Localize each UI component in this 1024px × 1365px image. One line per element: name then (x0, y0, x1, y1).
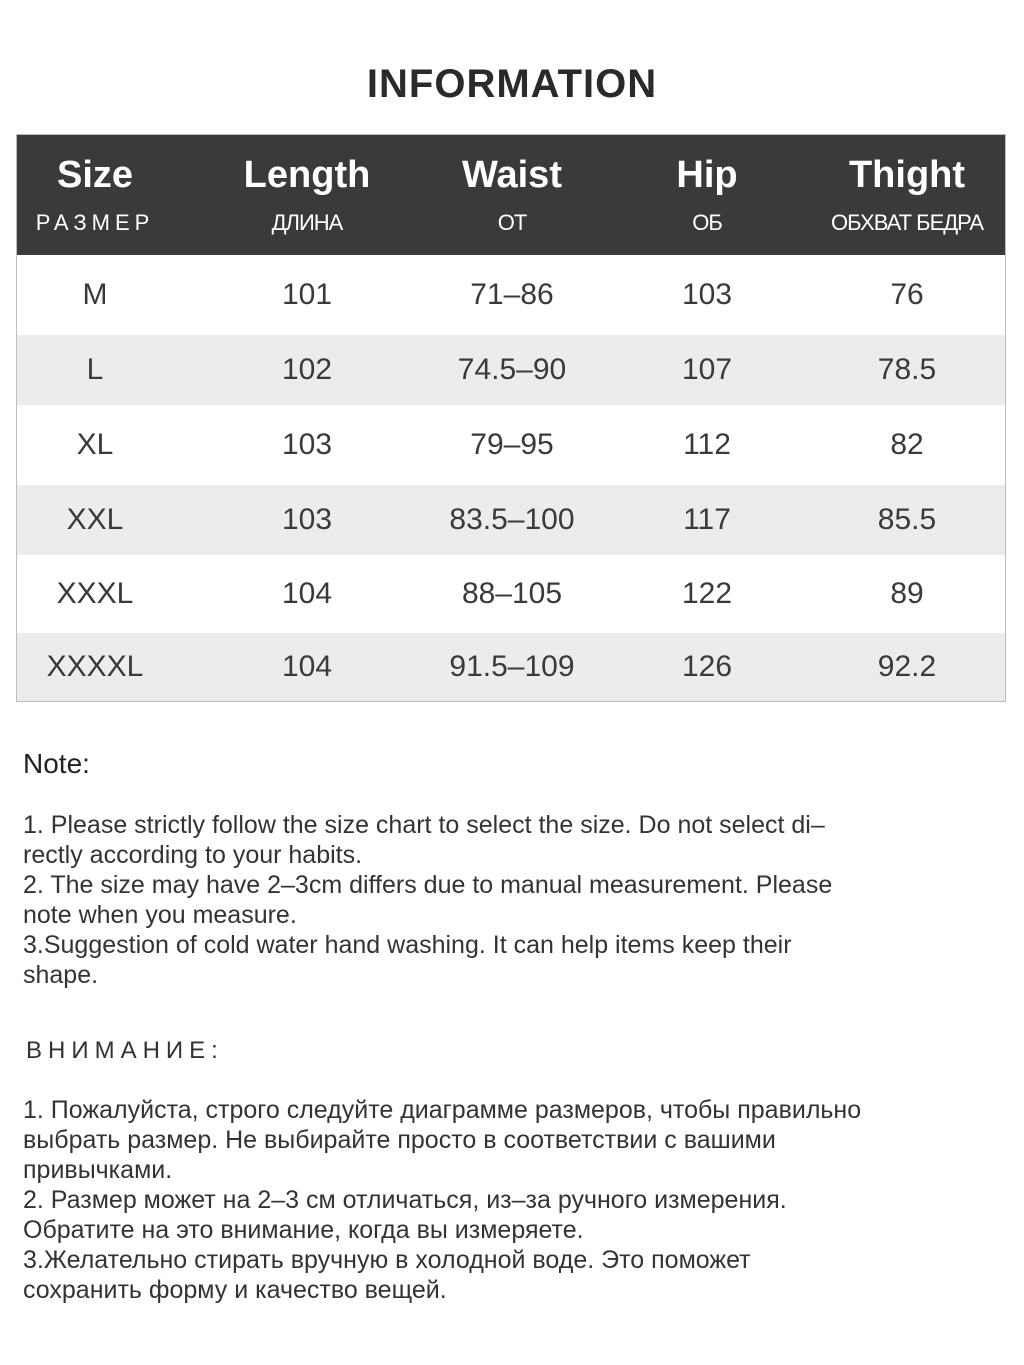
header-label-en: Size (56, 154, 134, 196)
table-header (17, 135, 1005, 255)
cell-hip: 122 (681, 577, 733, 610)
header-label-ru: ДЛИНА (271, 210, 343, 235)
cell-length: 101 (281, 278, 333, 311)
cell-waist: 71–86 (470, 278, 554, 311)
header-label-ru: ОБ (692, 210, 722, 235)
header-thigh (807, 135, 1007, 255)
note-line: привычками. (23, 1156, 173, 1184)
cell-length: 102 (281, 353, 333, 386)
cell-size: M (82, 278, 108, 311)
note-heading-en: Note: (23, 748, 90, 779)
note-line: shape. (23, 961, 99, 989)
table-row (17, 405, 1005, 485)
note-line: выбрать размер. Не выбирайте просто в соответствии с вашими (23, 1126, 776, 1154)
cell-size: XXL (66, 503, 124, 536)
table-row (17, 335, 1005, 405)
table-row (17, 485, 1005, 555)
cell-size: L (86, 353, 104, 386)
header-label-en: Length (243, 154, 371, 196)
note-line: rectly according to your habits. (23, 841, 363, 869)
note-body-en (23, 810, 998, 990)
note-line: 3.Желательно стирать вручную в холодной воде. Это поможет (23, 1246, 751, 1274)
cell-thigh: 78.5 (877, 353, 937, 386)
cell-waist: 74.5–90 (457, 353, 567, 386)
cell-hip: 112 (683, 428, 731, 461)
cell-size: XXXXL (46, 650, 144, 683)
note-line: 3.Suggestion of cold water hand washing. It can help items keep their (23, 931, 792, 959)
cell-waist: 88–105 (461, 577, 563, 610)
note-heading-ru: ВНИМАНИЕ: (26, 1037, 224, 1064)
cell-hip: 126 (681, 650, 733, 683)
table-row (17, 555, 1005, 633)
cell-size: XXXL (56, 577, 134, 610)
header-label-en: Hip (676, 154, 738, 196)
cell-thigh: 92.2 (877, 650, 937, 683)
cell-hip: 107 (681, 353, 733, 386)
note-line: note when you measure. (23, 901, 297, 929)
cell-length: 103 (281, 428, 333, 461)
cell-length: 104 (281, 577, 333, 610)
header-label-ru: ОТ (497, 210, 527, 235)
note-line: Обратите на это внимание, когда вы измеряете. (23, 1216, 584, 1244)
note-body-ru (23, 1095, 998, 1305)
note-line: сохранить форму и качество вещей. (23, 1276, 447, 1304)
cell-length: 104 (281, 650, 333, 683)
cell-thigh: 89 (890, 577, 924, 610)
cell-waist: 91.5–109 (449, 650, 575, 683)
note-line: 2. Размер может на 2–3 см отличаться, из–за ручного измерения. (23, 1186, 787, 1214)
header-length (207, 135, 407, 255)
note-line: 1. Пожалуйста, строго следуйте диаграмме размеров, чтобы правильно (23, 1096, 862, 1124)
cell-waist: 79–95 (470, 428, 554, 461)
note-line: 1. Please strictly follow the size chart to select the size. Do not select di– (23, 811, 825, 839)
header-label-ru: ОБХВАТ БЕДРА (830, 210, 984, 235)
table-row (17, 255, 1005, 335)
cell-hip: 117 (683, 503, 731, 536)
cell-thigh: 85.5 (877, 503, 937, 536)
header-label-en: Thight (848, 154, 966, 196)
table-row (17, 633, 1005, 701)
note-line: 2. The size may have 2–3cm differs due to manual measurement. Please (23, 871, 833, 899)
cell-thigh: 82 (890, 428, 924, 461)
header-size (17, 135, 173, 255)
cell-size: XL (76, 428, 114, 461)
cell-length: 103 (281, 503, 333, 536)
header-hip (607, 135, 807, 255)
header-label-ru: РАЗМЕР (35, 210, 155, 235)
cell-waist: 83.5–100 (449, 503, 575, 536)
header-label-en: Waist (462, 154, 562, 196)
size-chart-table (16, 134, 1006, 702)
cell-thigh: 76 (890, 278, 924, 311)
cell-hip: 103 (681, 278, 733, 311)
header-waist (412, 135, 612, 255)
page-title: INFORMATION (366, 62, 658, 106)
